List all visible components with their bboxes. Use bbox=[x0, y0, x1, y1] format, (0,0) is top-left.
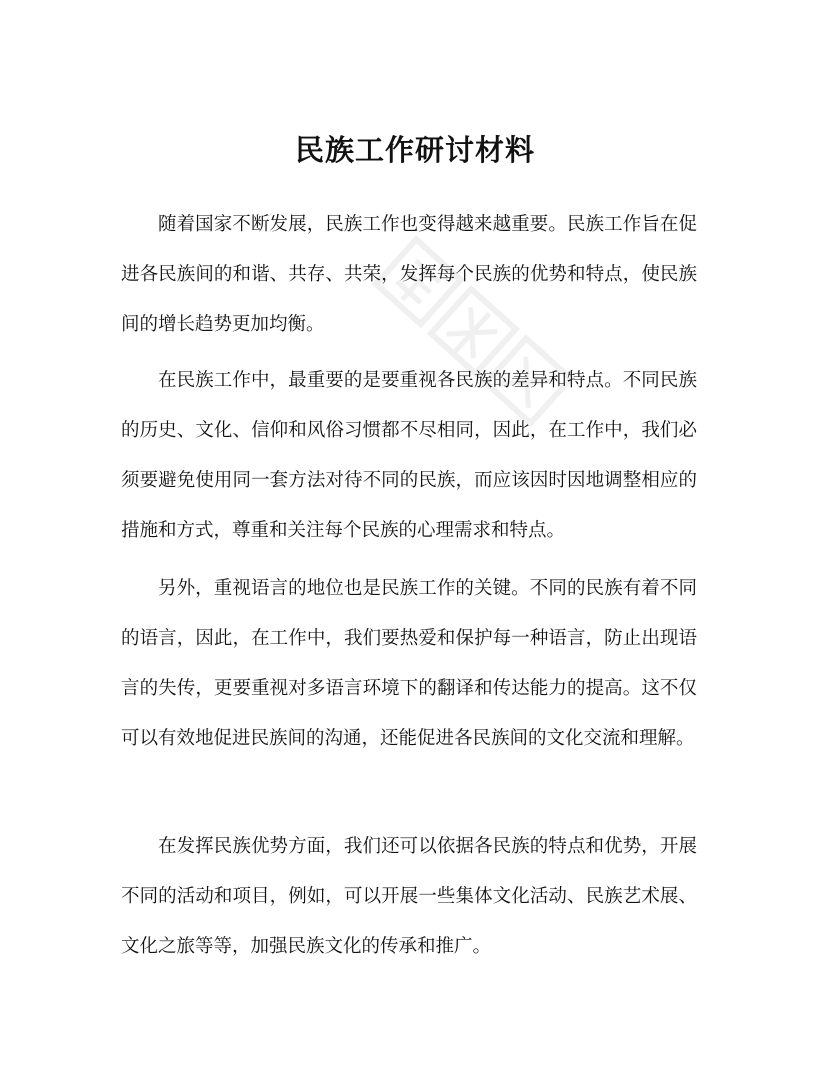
paragraph-3: 另外，重视语言的地位也是民族工作的关键。不同的民族有着不同的语言，因此，在工作中，我们要热爱和保护每一种语言，防止出现语言的失传，更要重视对多语言环境下的翻译和传达能力的提高。这不仅可以有效地促进民族间的沟通，还能促进各民族间的文化交流和理解。 bbox=[121, 578, 697, 749]
paragraph-4: 在发挥民族优势方面，我们还可以依据各民族的特点和优势，开展不同的活动和项目，例如，可以开展一些集体文化活动、民族艺术展、文化之旅等等，加强民族文化的传承和推广。 bbox=[121, 836, 697, 957]
paragraph-2: 在民族工作中，最重要的是要重视各民族的差异和特点。不同民族的历史、文化、信仰和风俗习惯都不尽相同，因此，在工作中，我们必须要避免使用同一套方法对待不同的民族，而应该因时因地调整相应的措施和方式，尊重和关注每个民族的心理需求和特点。 bbox=[121, 370, 697, 541]
page-title: 民族工作研讨材料 bbox=[294, 133, 535, 167]
paragraph-1: 随着国家不断发展，民族工作也变得越来越重要。民族工作旨在促进各民族间的和谐、共存、共荣，发挥每个民族的优势和特点，使民族间的增长趋势更加均衡。 bbox=[121, 214, 697, 335]
